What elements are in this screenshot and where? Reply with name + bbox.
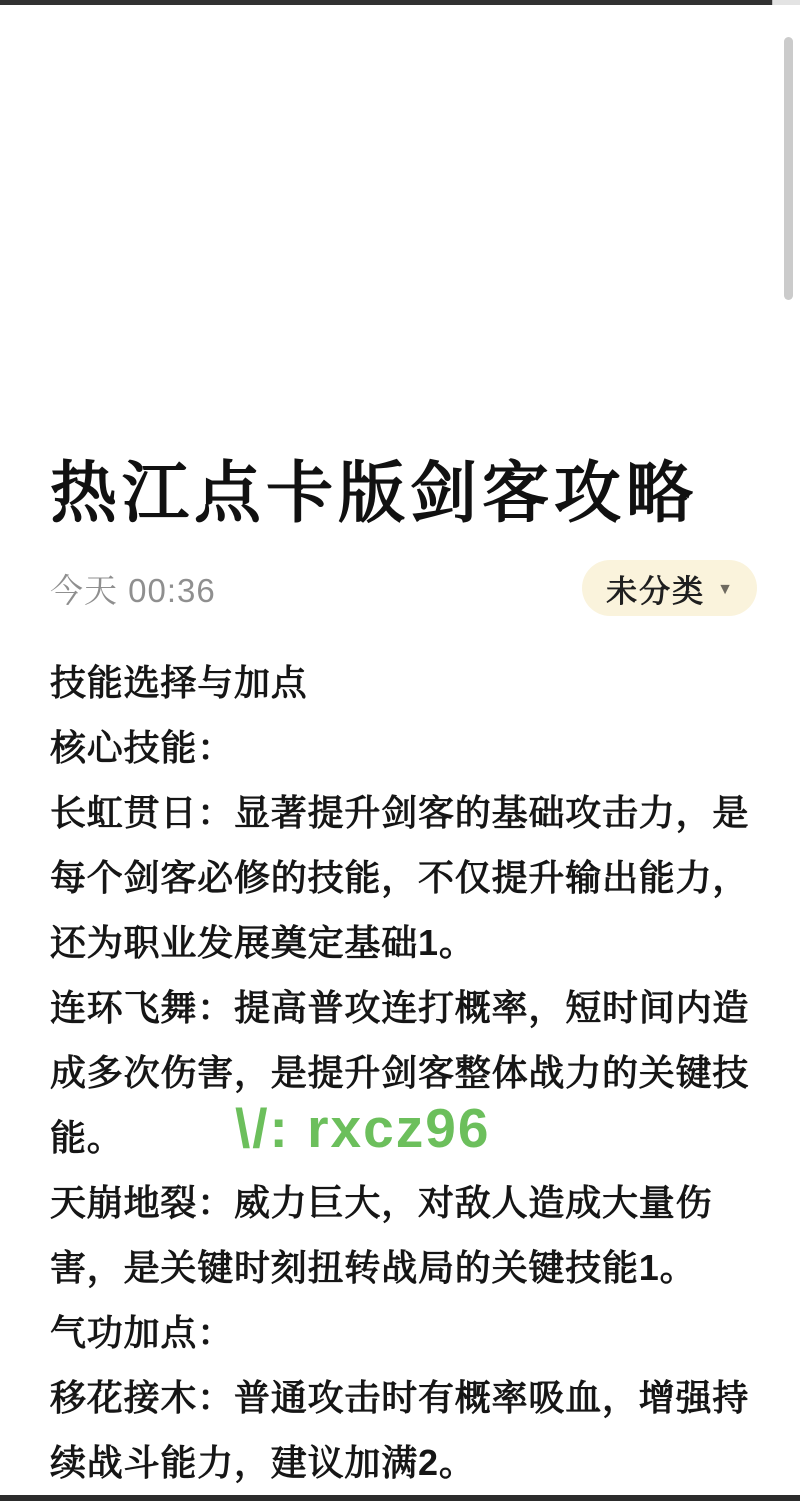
body-line: 天崩地裂：威力巨大，对敌人造成大量伤 [50,1182,713,1223]
body-line: 技能选择与加点 [50,662,308,703]
body-line: 移花接木：普通攻击时有概率吸血，增强持 [50,1377,750,1418]
watermark-text: \/: rxcz96 [235,1097,491,1159]
category-badge[interactable] [582,560,757,616]
body-line: 害，是关键时刻扭转战局的关键技能1。 [50,1247,697,1288]
page-title: 热江点卡版剑客攻略 [50,456,698,531]
window-bottom-bar [0,1495,800,1501]
body-line: 续战斗能力，建议加满2。 [50,1442,476,1483]
body-line: 还为职业发展奠定基础1。 [50,922,476,963]
scrollbar[interactable] [784,37,793,300]
body-line: 连环飞舞：提高普攻连打概率，短时间内造 [50,987,750,1028]
body-line: 气功加点： [50,1312,235,1353]
article-body [50,650,750,1495]
body-line: 每个剑客必修的技能，不仅提升输出能力， [50,857,750,898]
body-line: 核心技能： [50,727,235,768]
chevron-down-icon: ▼ [717,580,733,598]
window-top-bar [0,0,772,5]
timestamp: 今天 00:36 [50,571,216,609]
body-line: 成多次伤害，是提升剑客整体战力的关键技 [50,1052,750,1093]
category-label: 未分类 [606,573,706,609]
body-line: 能。 [50,1117,124,1158]
window-top-bar-right-segment [772,0,800,5]
body-line: 长虹贯日：显著提升剑客的基础攻击力，是 [50,792,750,833]
meta-row [50,558,757,618]
